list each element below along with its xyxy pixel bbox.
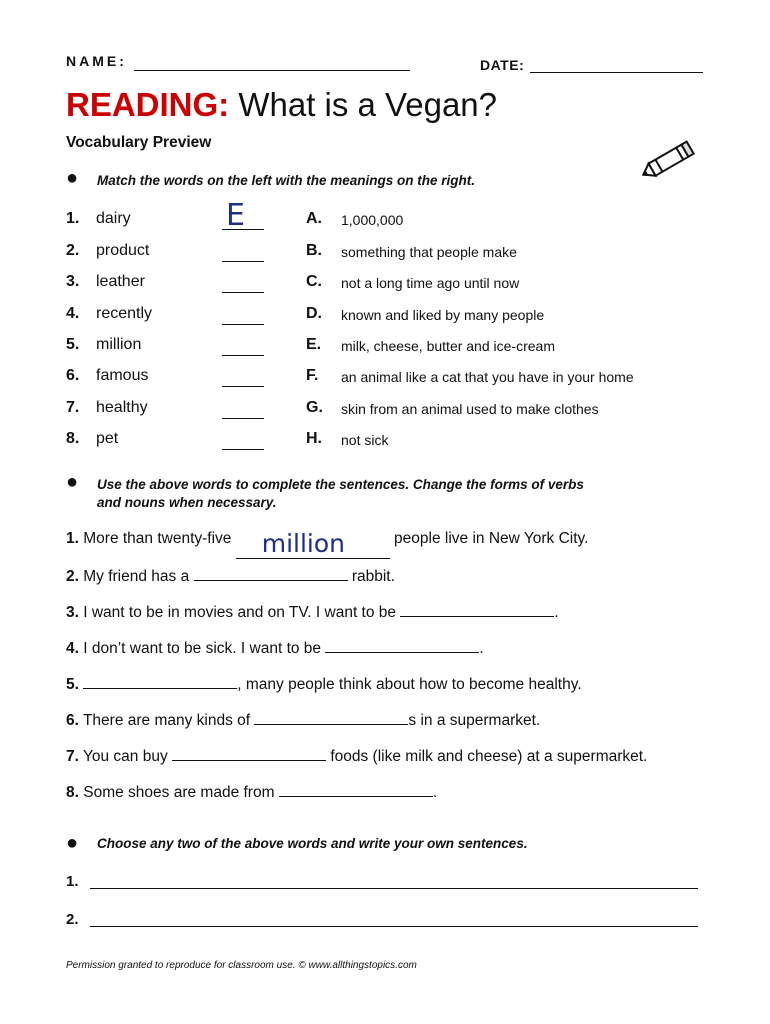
page-title <box>66 86 497 124</box>
meaning-letter: F. <box>306 367 319 384</box>
meaning-text: something that people make <box>341 244 517 260</box>
footer-permission: Permission granted to reproduce for classroom use. © www.allthingstopics.com <box>66 960 417 971</box>
sentence-before: Some shoes are made from <box>83 784 279 801</box>
sentence-item <box>66 566 395 586</box>
section-title: Vocabulary Preview <box>66 134 212 151</box>
fill-in-blank[interactable] <box>279 782 433 797</box>
meaning-letter: H. <box>306 430 322 447</box>
own-sentence-line[interactable] <box>90 888 698 889</box>
part3-instruction: Choose any two of the above words and write your own sentences. <box>97 836 528 851</box>
title-prefix: READING: <box>66 86 230 123</box>
sentence-after: . <box>554 604 559 621</box>
sentence-after: . <box>432 784 438 801</box>
sentence-number: 6. <box>66 712 79 729</box>
fill-in-blank[interactable] <box>254 710 408 725</box>
fill-in-blank[interactable] <box>400 602 554 617</box>
meaning-letter: C. <box>306 273 322 290</box>
vocab-word: leather <box>96 273 145 290</box>
sentence-before: More than twenty-five <box>83 530 236 547</box>
sentence-item <box>66 782 437 802</box>
handwritten-answer: E <box>226 198 245 233</box>
meaning-text: milk, cheese, butter and ice-cream <box>341 338 555 354</box>
sentence-before: My friend has a <box>83 568 194 585</box>
sentence-number: 4. <box>66 640 79 657</box>
sentence-item <box>66 710 540 730</box>
vocab-word: pet <box>96 430 119 447</box>
meaning-text: not sick <box>341 432 389 448</box>
bullet-icon: ● <box>66 832 79 854</box>
own-sentence-number: 1. <box>66 873 79 890</box>
vocab-word: healthy <box>96 399 148 416</box>
sentence-item <box>66 674 582 694</box>
sentence-item <box>66 529 589 558</box>
meaning-letter: G. <box>306 399 323 416</box>
word-number: 2. <box>66 242 80 259</box>
meaning-letter: E. <box>306 336 322 353</box>
sentence-after: people live in New York City. <box>389 530 589 547</box>
date-label: DATE: <box>480 57 525 73</box>
sentence-after: , many people think about how to become healthy. <box>237 676 582 693</box>
sentence-before: You can buy <box>82 748 173 765</box>
fill-in-blank[interactable] <box>194 566 348 581</box>
sentence-item <box>66 602 559 622</box>
own-sentence-number: 2. <box>66 911 79 928</box>
match-answer-blank[interactable] <box>222 355 264 356</box>
date-field[interactable] <box>530 72 703 73</box>
meaning-text: known and liked by many people <box>341 307 545 323</box>
match-answer-blank[interactable] <box>222 418 264 419</box>
own-sentence-line[interactable] <box>90 926 698 927</box>
word-number: 5. <box>66 336 80 353</box>
word-number: 7. <box>66 399 80 416</box>
vocab-word: million <box>96 336 142 353</box>
name-field[interactable] <box>134 70 410 71</box>
bullet-icon: ● <box>66 471 79 493</box>
part1-instruction: Match the words on the left with the meanings on the right. <box>97 173 476 188</box>
word-number: 1. <box>66 210 80 227</box>
fill-in-blank[interactable] <box>172 746 326 761</box>
sentence-before: I don’t want to be sick. I want to be <box>83 640 326 657</box>
meaning-text: skin from an animal used to make clothes <box>341 401 599 417</box>
match-answer-blank[interactable] <box>222 324 264 325</box>
word-number: 4. <box>66 305 80 322</box>
word-number: 8. <box>66 430 80 447</box>
part2-instruction-line1: Use the above words to complete the sentences. Change the forms of verbs <box>97 477 584 492</box>
word-number: 6. <box>66 367 80 384</box>
part2-instruction <box>97 476 584 512</box>
match-answer-blank[interactable] <box>222 386 264 387</box>
sentence-number: 2. <box>66 568 79 585</box>
vocab-word: recently <box>96 305 153 322</box>
meaning-letter: B. <box>306 242 322 259</box>
meaning-letter: A. <box>306 210 322 227</box>
bullet-icon: ● <box>66 167 79 189</box>
name-label: NAME: <box>66 53 127 69</box>
vocab-word: famous <box>96 367 149 384</box>
sentence-after: foods (like milk and cheese) at a supermarket. <box>326 748 648 765</box>
sentence-item <box>66 746 647 766</box>
sentence-after: s in a supermarket. <box>408 712 541 729</box>
sentence-number: 7. <box>66 748 79 765</box>
title-text: What is a Vegan? <box>238 86 498 123</box>
handwritten-answer: million <box>261 529 346 558</box>
vocab-word: product <box>96 242 150 259</box>
sentence-after: . <box>479 640 484 657</box>
vocab-word: dairy <box>96 210 131 227</box>
word-number: 3. <box>66 273 80 290</box>
sentence-item <box>66 638 484 658</box>
part2-instruction-line2: and nouns when necessary. <box>97 495 277 510</box>
meaning-text: an animal like a cat that you have in your home <box>341 369 634 385</box>
sentence-before: I want to be in movies and on TV. I want to be <box>83 604 401 621</box>
fill-in-blank[interactable] <box>83 674 237 689</box>
sentence-number: 8. <box>66 784 79 801</box>
meaning-text: 1,000,000 <box>341 212 404 228</box>
meaning-text: not a long time ago until now <box>341 275 520 291</box>
pencil-icon <box>638 140 700 187</box>
sentence-number: 3. <box>66 604 79 621</box>
match-answer-blank[interactable] <box>222 292 264 293</box>
fill-in-blank[interactable] <box>325 638 479 653</box>
sentence-number: 1. <box>66 530 79 547</box>
sentence-number: 5. <box>66 676 79 693</box>
match-answer-blank[interactable] <box>222 261 264 262</box>
sentence-before: There are many kinds of <box>82 712 255 729</box>
match-answer-blank[interactable] <box>222 449 264 450</box>
sentence-after: rabbit. <box>347 568 395 585</box>
meaning-letter: D. <box>306 305 322 322</box>
